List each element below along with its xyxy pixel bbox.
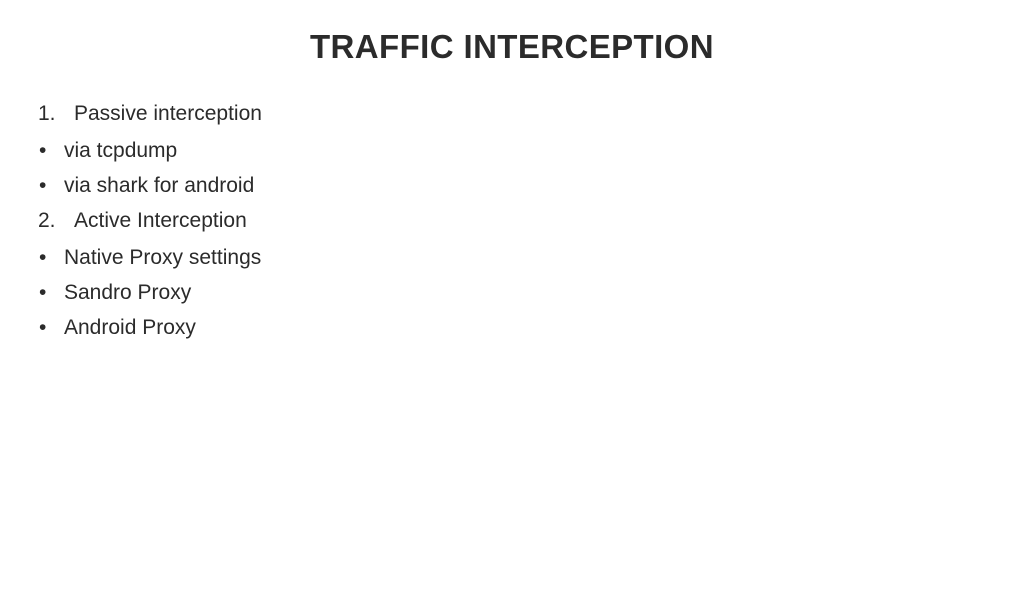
numbered-list (34, 96, 934, 345)
list-item-label: Android Proxy (64, 316, 196, 339)
list-item-label: Active Interception (74, 209, 247, 232)
bullet-icon: • (39, 316, 47, 339)
list-item-label: Sandro Proxy (64, 281, 192, 304)
slide-body (34, 96, 934, 345)
list-item (34, 203, 934, 238)
list-item-label: Passive interception (74, 102, 262, 125)
bullet-icon: • (39, 246, 47, 269)
list-item-label: via shark for android (64, 174, 255, 197)
list-marker: 1. (38, 102, 56, 125)
bullet-list (34, 240, 934, 345)
list-item (34, 96, 934, 131)
bullet-icon: • (39, 139, 47, 162)
bullet-icon: • (39, 281, 47, 304)
list-item (34, 240, 934, 275)
sub-list-container (34, 240, 934, 345)
list-item (34, 133, 934, 168)
list-item (34, 310, 934, 345)
list-item-label: Native Proxy settings (64, 246, 262, 269)
page-title: TRAFFIC INTERCEPTION (310, 28, 714, 65)
list-item (34, 275, 934, 310)
sub-list-container (34, 133, 934, 203)
list-marker: 2. (38, 209, 56, 232)
bullet-list (34, 133, 934, 203)
bullet-icon: • (39, 174, 47, 197)
list-item-label: via tcpdump (64, 139, 178, 162)
list-item (34, 168, 934, 203)
